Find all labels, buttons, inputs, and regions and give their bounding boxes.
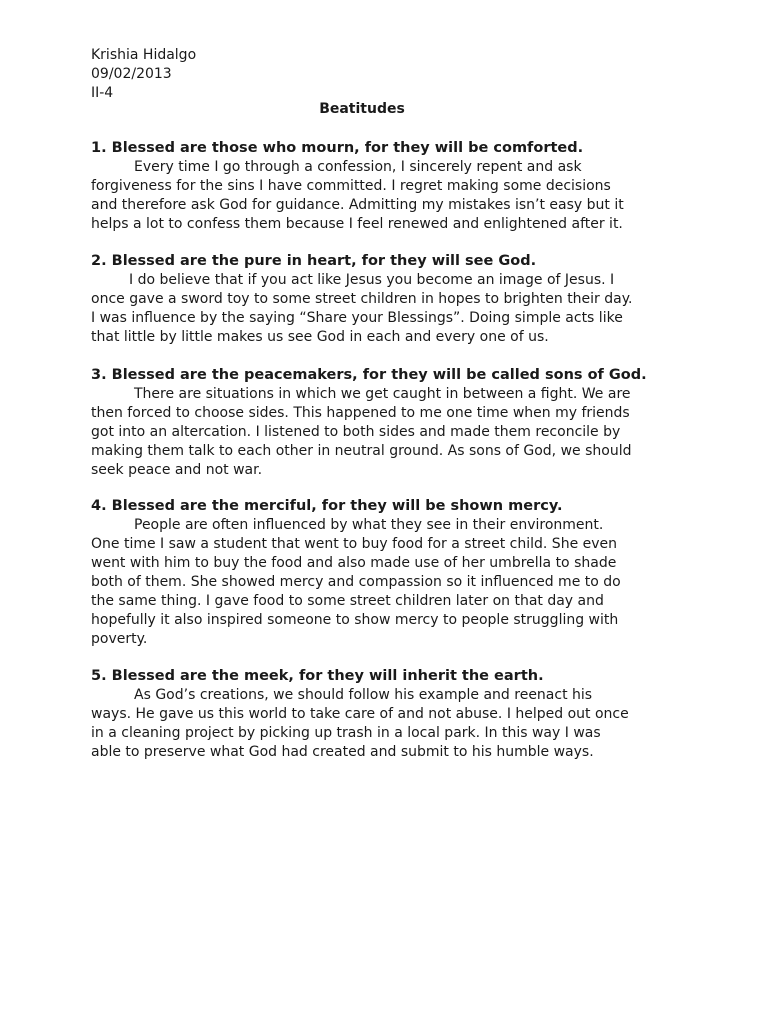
paragraph-line: and therefore ask God for guidance. Admitting my mistakes isn’t easy but it	[91, 197, 624, 213]
section-paragraph	[91, 385, 691, 480]
author-name: Krishia Hidalgo	[91, 47, 197, 63]
paragraph-line: ways. He gave us this world to take care of and not abuse. I helped out once	[91, 706, 629, 722]
paragraph-line: helps a lot to confess them because I feel renewed and enlightened after it.	[91, 216, 623, 232]
paragraph-line: seek peace and not war.	[91, 462, 263, 478]
section-paragraph	[91, 686, 691, 762]
paragraph-line: then forced to choose sides. This happened to me one time when my friends	[91, 405, 630, 421]
section-paragraph	[91, 158, 691, 234]
paragraph-line: went with him to buy the food and also made use of her umbrella to shade	[91, 555, 617, 571]
paragraph-line: got into an altercation. I listened to both sides and made them reconcile by	[91, 424, 621, 440]
section-paragraph	[91, 516, 691, 649]
document-date: 09/02/2013	[91, 66, 172, 82]
section-heading: 4. Blessed are the merciful, for they will be shown mercy.	[91, 498, 563, 514]
paragraph-line: One time I saw a student that went to buy food for a street child. She even	[91, 536, 618, 552]
paragraph-line: able to preserve what God had created and submit to his humble ways.	[91, 744, 594, 760]
paragraph-line: forgiveness for the sins I have committed. I regret making some decisions	[91, 178, 611, 194]
paragraph-line: hopefully it also inspired someone to show mercy to people struggling with	[91, 612, 619, 628]
paragraph-line: both of them. She showed mercy and compassion so it influenced me to do	[91, 574, 621, 590]
paragraph-line: There are situations in which we get caught in between a fight. We are	[134, 386, 631, 402]
paragraph-line: I was influence by the saying “Share your Blessings”. Doing simple acts like	[91, 310, 623, 326]
paragraph-line: People are often influenced by what they see in their environment.	[134, 517, 604, 533]
beatitude-section-3	[91, 366, 691, 480]
class-section: II-4	[91, 85, 114, 101]
beatitude-section-5	[91, 667, 691, 762]
paragraph-line: making them talk to each other in neutral ground. As sons of God, we should	[91, 443, 632, 459]
paragraph-line: once gave a sword toy to some street children in hopes to brighten their day.	[91, 291, 633, 307]
document-title: Beatitudes	[319, 101, 405, 117]
beatitude-section-4	[91, 497, 691, 649]
section-heading: 2. Blessed are the pure in heart, for they will see God.	[91, 253, 537, 269]
beatitude-section-2	[91, 252, 691, 347]
section-heading: 3. Blessed are the peacemakers, for they will be called sons of God.	[91, 367, 647, 383]
paragraph-line: in a cleaning project by picking up trash in a local park. In this way I was	[91, 725, 601, 741]
paragraph-line: Every time I go through a confession, I sincerely repent and ask	[134, 159, 582, 175]
paragraph-line: the same thing. I gave food to some street children later on that day and	[91, 593, 604, 609]
paragraph-line: that little by little makes us see God in each and every one of us.	[91, 329, 549, 345]
section-heading: 5. Blessed are the meek, for they will inherit the earth.	[91, 668, 544, 684]
paragraph-line: poverty.	[91, 631, 148, 647]
header-block	[91, 46, 196, 103]
beatitude-section-1	[91, 139, 691, 234]
paragraph-line: As God’s creations, we should follow his example and reenact his	[134, 687, 593, 703]
section-paragraph	[91, 271, 691, 347]
paragraph-line: I do believe that if you act like Jesus you become an image of Jesus. I	[129, 272, 615, 288]
section-heading: 1. Blessed are those who mourn, for they will be comforted.	[91, 140, 584, 156]
